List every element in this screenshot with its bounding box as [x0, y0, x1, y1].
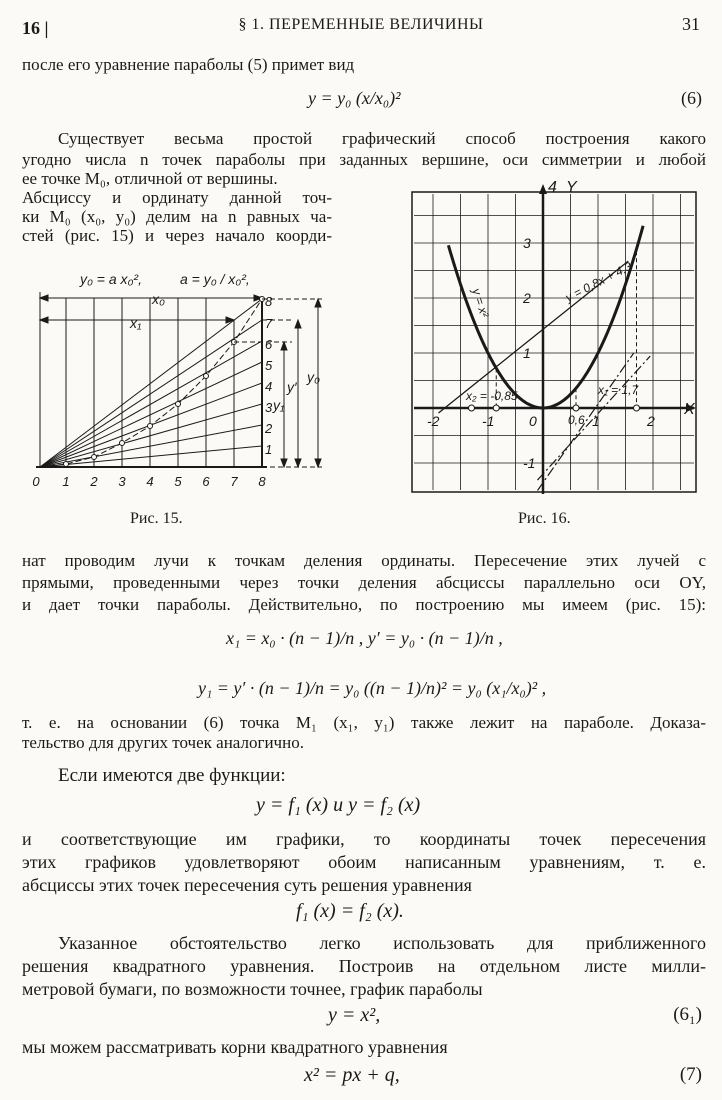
fig15-caption: Рис. 15.	[130, 510, 183, 527]
para1-line3: ее точке M₀, отличной от вершины.	[22, 169, 278, 188]
figure-15	[22, 262, 342, 492]
fig16-root-point	[634, 405, 640, 411]
fig15-label-y0: y₀	[307, 369, 320, 385]
fig16-root-point	[493, 405, 499, 411]
para3-line1: т. е. на основании (6) точка M₁ (x₁, y₁) также лежит на параболе. Доказа-	[22, 713, 706, 732]
fig16-ytick: -1	[523, 455, 536, 471]
fig15-formula-left: y₀ = a x₀²,	[80, 271, 142, 287]
equation-6-1-label: (6₁)	[673, 1004, 702, 1025]
para6-line1: Указанное обстоятельство легко использовать для приближенного	[58, 933, 706, 953]
para5-line2: этих графиков удовлетворяют обоим написанным уравнениям, т. е.	[22, 852, 706, 872]
equation-x1-yprime: x₁ = x₀ · (n − 1)/n , y′ = y₀ · (n − 1)/n ,	[226, 628, 503, 648]
fig16-ytick: 1	[523, 345, 531, 361]
para1-line1: Существует весьма простой графический способ построения какого	[58, 129, 706, 148]
para1-line4: Абсциссу и ординату данной точ-	[22, 188, 332, 207]
fig15-xtick: 7	[230, 474, 238, 489]
para4: Если имеются две функции:	[58, 765, 286, 786]
para5-line1: и соответствующие им графики, то координаты точек пересечения	[22, 829, 706, 849]
equation-6-label: (6)	[681, 88, 702, 108]
fig15-label-x0: x₀	[152, 291, 165, 307]
running-title: § 1. ПЕРЕМЕННЫЕ ВЕЛИЧИНЫ	[238, 16, 484, 33]
equation-7: x² = px + q,	[304, 1064, 400, 1086]
fig16-root-point	[469, 405, 475, 411]
fig16-root-point	[573, 405, 579, 411]
fig15-ytick: 6	[265, 337, 273, 352]
equation-f1-eq-f2: f₁ (x) = f₂ (x).	[296, 900, 404, 922]
equation-6-1: y = x²,	[328, 1004, 381, 1026]
fig16-y-axis-arrow	[539, 184, 547, 194]
fig16-ytick: 2	[523, 290, 531, 306]
para2-line3: и дает точки параболы. Действительно, по построению мы имеем (рис. 15):	[22, 595, 706, 614]
fig16-axis-y-label: Y	[566, 179, 577, 196]
fig15-xtick: 2	[90, 474, 98, 489]
intro-line: после его уравнение параболы (5) примет вид	[22, 55, 355, 74]
para5-line3: абсциссы этих точек пересечения суть решения уравнения	[22, 875, 472, 895]
fig15-xtick: 1	[62, 474, 70, 489]
fig15-ytick: 8	[265, 294, 273, 309]
figure-16	[410, 178, 700, 496]
fig15-xtick: 6	[202, 474, 210, 489]
fig15-label-x1: x₁	[130, 315, 142, 331]
equation-6: y = y₀ (x/x₀)²	[308, 88, 401, 108]
fig16-parabola-label: y = x²	[469, 286, 492, 320]
para6-line2: решения квадратного уравнения. Построив на отдельном листе милли-	[22, 956, 706, 976]
fig16-root-right: x₁ = 1,7	[598, 383, 639, 397]
fig16-y-top-label: 4	[548, 179, 557, 196]
fig15-ytick: 4	[265, 379, 273, 394]
fig16-root-left: x₂ = -0,85	[466, 389, 518, 403]
equation-y1: y₁ = y′ · (n − 1)/n = y₀ ((n − 1)/n)² = y₀ (x₁/x₀)² ,	[198, 678, 547, 698]
equation-two-functions: y = f₁ (x) и y = f₂ (x)	[256, 794, 421, 816]
fig16-xtick: -2	[427, 413, 440, 429]
fig15-xtick: 3	[118, 474, 126, 489]
fig15-ytick: 1	[265, 442, 273, 457]
fig15-ytick: 7	[265, 316, 273, 331]
fig15-xtick: 5	[174, 474, 182, 489]
fig15-ytick: 2	[265, 421, 273, 436]
para1-line6: стей (рис. 15) и через начало коорди-	[22, 226, 332, 245]
page-number: 31	[682, 14, 700, 34]
para2-line2: прямыми, проведенными через точки деления абсциссы параллельно оси OY,	[22, 573, 706, 592]
fig15-formula-right: a = y₀ / x₀²,	[180, 271, 250, 287]
fig16-caption: Рис. 16.	[518, 510, 571, 527]
fig16-xtick: 0	[529, 413, 537, 429]
fig16-axis-x-label: X	[684, 401, 695, 418]
fig15-xtick: 0	[32, 474, 40, 489]
para3-line2: тельство для других точек аналогично.	[22, 733, 304, 752]
fig15-label-y1: y₁	[273, 397, 285, 413]
fig16-mark-06: 0,6	[568, 413, 585, 427]
fig16-ytick: 3	[523, 235, 531, 251]
para7: мы можем рассматривать корни квадратного уравнения	[22, 1037, 448, 1057]
fig15-label-yprime: y′	[287, 379, 297, 395]
fig15-ytick: 3	[265, 400, 273, 415]
para2-line1: нат проводим лучи к точкам деления ординаты. Пересечение этих лучей с	[22, 551, 706, 570]
para6-line3: метровой бумаги, по возможности точнее, график параболы	[22, 979, 483, 999]
para1-line2: угодно числа n точек параболы при заданных вершине, оси симметрии и любой	[22, 150, 706, 169]
fig15-xtick: 8	[258, 474, 266, 489]
fig16-xtick: 2	[647, 413, 655, 429]
fig15-xtick: 4	[146, 474, 154, 489]
fig16-line-label: y = 0,8x + 4,3	[563, 259, 635, 305]
section-number: 16 |	[22, 18, 49, 38]
para1-line5: ки M₀ (x₀, y₀) делим на n равных ча-	[22, 207, 332, 226]
fig15-ytick: 5	[265, 358, 273, 373]
fig16-xtick: -1	[482, 413, 495, 429]
equation-7-label: (7)	[679, 1064, 702, 1085]
fig16-xtick: 1	[592, 413, 600, 429]
